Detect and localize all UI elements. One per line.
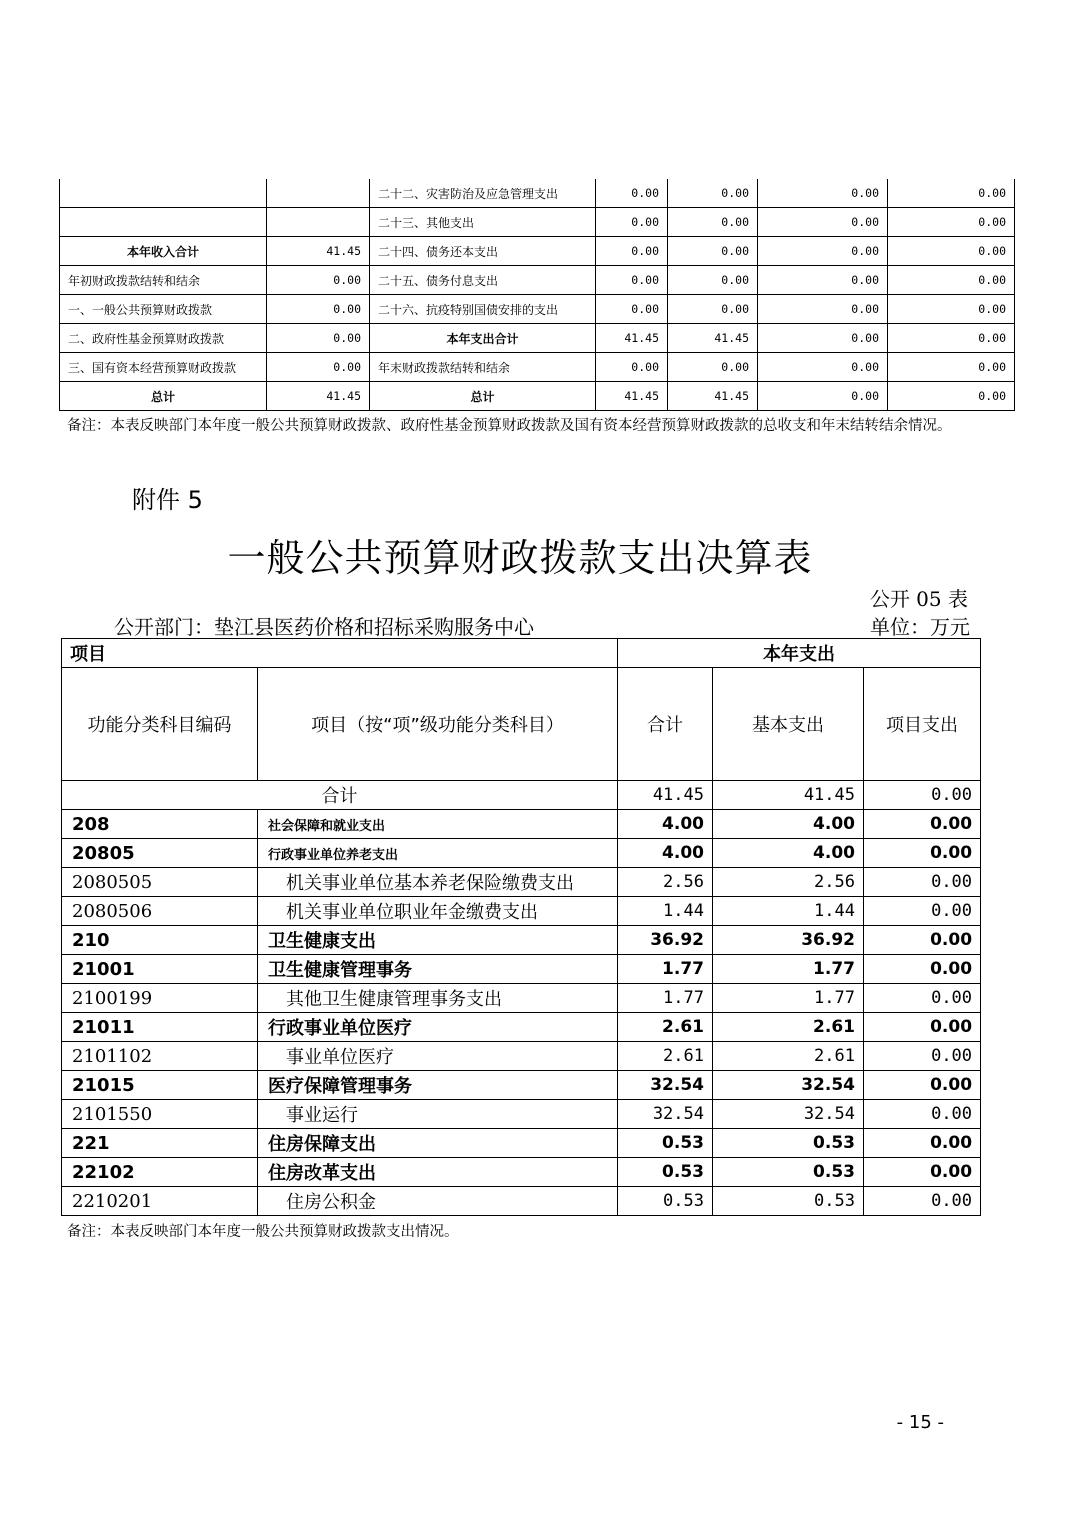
project-cell: 0.00 xyxy=(864,1158,981,1187)
cell-c4: 0.00 xyxy=(888,324,1015,353)
basic-cell: 4.00 xyxy=(713,810,864,839)
project-cell: 0.00 xyxy=(864,1071,981,1100)
header-year-expense: 本年支出 xyxy=(618,639,981,668)
project-cell: 0.00 xyxy=(864,897,981,926)
cell-item: 二十二、灾害防治及应急管理支出 xyxy=(370,179,596,208)
total-label: 合计 xyxy=(62,781,618,810)
cell-item: 二十五、债务付息支出 xyxy=(370,266,596,295)
project-cell: 0.00 xyxy=(864,781,981,810)
basic-cell: 1.44 xyxy=(713,897,864,926)
cell-left-value: 0.00 xyxy=(267,324,370,353)
table-row xyxy=(60,266,1015,295)
cell-c4: 0.00 xyxy=(888,179,1015,208)
item-cell: 住房保障支出 xyxy=(258,1129,618,1158)
table-row xyxy=(62,926,981,955)
project-cell: 0.00 xyxy=(864,868,981,897)
cell-left-value xyxy=(267,179,370,208)
table-note: 备注：本表反映部门本年度一般公共预算财政拨款、政府性基金预算财政拨款及国有资本经营预算财政拨款的总收支和年末结转结余情况。 xyxy=(67,418,952,434)
table-row xyxy=(60,208,1015,237)
item-cell: 其他卫生健康管理事务支出 xyxy=(258,984,618,1013)
basic-cell: 32.54 xyxy=(713,1071,864,1100)
item-cell: 事业单位医疗 xyxy=(258,1042,618,1071)
item-cell: 机关事业单位基本养老保险缴费支出 xyxy=(258,868,618,897)
table-row xyxy=(62,1071,981,1100)
cell-c1: 0.00 xyxy=(596,353,668,382)
code-cell: 208 xyxy=(62,810,258,839)
cell-c1: 0.00 xyxy=(596,266,668,295)
table-row xyxy=(60,179,1015,208)
cell-item: 二十六、抗疫特别国债安排的支出 xyxy=(370,295,596,324)
column-header-item: 项目（按“项”级功能分类科目） xyxy=(258,668,618,781)
project-cell: 0.00 xyxy=(864,839,981,868)
cell-item: 本年支出合计 xyxy=(370,324,596,353)
table-row xyxy=(62,1129,981,1158)
attachment-label: 附件 5 xyxy=(132,486,203,514)
cell-left-value: 0.00 xyxy=(267,266,370,295)
cell-c4: 0.00 xyxy=(888,266,1015,295)
total-cell: 0.53 xyxy=(618,1129,713,1158)
basic-cell: 0.53 xyxy=(713,1187,864,1216)
table-row xyxy=(62,810,981,839)
cell-c1: 0.00 xyxy=(596,295,668,324)
cell-c2: 0.00 xyxy=(668,295,758,324)
total-cell: 2.61 xyxy=(618,1013,713,1042)
table-row xyxy=(60,295,1015,324)
item-cell: 事业运行 xyxy=(258,1100,618,1129)
cell-left-value: 41.45 xyxy=(267,382,370,411)
code-cell: 210 xyxy=(62,926,258,955)
basic-cell: 4.00 xyxy=(713,839,864,868)
cell-c3: 0.00 xyxy=(758,382,888,411)
total-cell: 1.77 xyxy=(618,984,713,1013)
cell-left-value: 0.00 xyxy=(267,353,370,382)
code-cell: 2080506 xyxy=(62,897,258,926)
project-cell: 0.00 xyxy=(864,810,981,839)
total-cell: 4.00 xyxy=(618,810,713,839)
code-cell: 221 xyxy=(62,1129,258,1158)
cell-left-label: 一、一般公共预算财政拨款 xyxy=(60,295,267,324)
cell-c2: 0.00 xyxy=(668,179,758,208)
total-cell: 0.53 xyxy=(618,1187,713,1216)
total-cell: 1.77 xyxy=(618,955,713,984)
cell-item: 总计 xyxy=(370,382,596,411)
cell-left-value: 41.45 xyxy=(267,237,370,266)
item-cell: 住房公积金 xyxy=(258,1187,618,1216)
total-cell: 41.45 xyxy=(618,781,713,810)
basic-cell: 0.53 xyxy=(713,1158,864,1187)
income-expense-summary-table xyxy=(59,179,1015,411)
total-cell: 2.56 xyxy=(618,868,713,897)
item-cell: 住房改革支出 xyxy=(258,1158,618,1187)
cell-c1: 0.00 xyxy=(596,237,668,266)
item-cell: 机关事业单位职业年金缴费支出 xyxy=(258,897,618,926)
code-cell: 21011 xyxy=(62,1013,258,1042)
total-cell: 1.44 xyxy=(618,897,713,926)
code-cell: 2101550 xyxy=(62,1100,258,1129)
unit-label: 单位：万元 xyxy=(870,615,970,639)
column-header-code: 功能分类科目编码 xyxy=(62,668,258,781)
table-row xyxy=(62,1187,981,1216)
table-row xyxy=(62,1158,981,1187)
item-cell: 卫生健康支出 xyxy=(258,926,618,955)
total-cell: 2.61 xyxy=(618,1042,713,1071)
project-cell: 0.00 xyxy=(864,1187,981,1216)
code-cell: 2100199 xyxy=(62,984,258,1013)
table-row xyxy=(60,353,1015,382)
cell-left-label: 二、政府性基金预算财政拨款 xyxy=(60,324,267,353)
cell-c4: 0.00 xyxy=(888,237,1015,266)
code-cell: 22102 xyxy=(62,1158,258,1187)
table-row xyxy=(62,955,981,984)
item-cell: 行政事业单位医疗 xyxy=(258,1013,618,1042)
cell-left-label: 年初财政拨款结转和结余 xyxy=(60,266,267,295)
table-row xyxy=(62,984,981,1013)
cell-c2: 0.00 xyxy=(668,208,758,237)
cell-item: 二十三、其他支出 xyxy=(370,208,596,237)
cell-left-label: 本年收入合计 xyxy=(60,237,267,266)
basic-cell: 1.77 xyxy=(713,955,864,984)
cell-item: 年末财政拨款结转和结余 xyxy=(370,353,596,382)
cell-c3: 0.00 xyxy=(758,324,888,353)
page-number: - 15 - xyxy=(896,1412,944,1433)
cell-c3: 0.00 xyxy=(758,353,888,382)
cell-c3: 0.00 xyxy=(758,295,888,324)
project-cell: 0.00 xyxy=(864,1100,981,1129)
total-cell: 0.53 xyxy=(618,1158,713,1187)
column-header-basic: 基本支出 xyxy=(713,668,864,781)
project-cell: 0.00 xyxy=(864,1042,981,1071)
expenditure-table xyxy=(61,638,981,1216)
cell-item: 二十四、债务还本支出 xyxy=(370,237,596,266)
table-row xyxy=(62,1013,981,1042)
project-cell: 0.00 xyxy=(864,1013,981,1042)
cell-c2: 0.00 xyxy=(668,266,758,295)
cell-c1: 0.00 xyxy=(596,208,668,237)
basic-cell: 2.56 xyxy=(713,868,864,897)
table-note: 备注：本表反映部门本年度一般公共预算财政拨款支出情况。 xyxy=(67,1224,459,1240)
cell-c1: 0.00 xyxy=(596,179,668,208)
cell-c3: 0.00 xyxy=(758,237,888,266)
project-cell: 0.00 xyxy=(864,955,981,984)
table-row xyxy=(60,382,1015,411)
column-header-total: 合计 xyxy=(618,668,713,781)
item-cell: 医疗保障管理事务 xyxy=(258,1071,618,1100)
total-cell: 4.00 xyxy=(618,839,713,868)
cell-c3: 0.00 xyxy=(758,266,888,295)
cell-c3: 0.00 xyxy=(758,179,888,208)
table-row xyxy=(60,324,1015,353)
cell-left-value xyxy=(267,208,370,237)
total-cell: 32.54 xyxy=(618,1100,713,1129)
cell-c2: 41.45 xyxy=(668,324,758,353)
code-cell: 20805 xyxy=(62,839,258,868)
cell-left-label: 总计 xyxy=(60,382,267,411)
cell-c4: 0.00 xyxy=(888,382,1015,411)
cell-left-label xyxy=(60,208,267,237)
cell-left-value: 0.00 xyxy=(267,295,370,324)
page-title: 一般公共预算财政拨款支出决算表 xyxy=(227,536,813,580)
table-row xyxy=(62,868,981,897)
basic-cell: 2.61 xyxy=(713,1013,864,1042)
column-header-project: 项目支出 xyxy=(864,668,981,781)
basic-cell: 0.53 xyxy=(713,1129,864,1158)
code-cell: 2210201 xyxy=(62,1187,258,1216)
basic-cell: 32.54 xyxy=(713,1100,864,1129)
basic-cell: 1.77 xyxy=(713,984,864,1013)
cell-left-label xyxy=(60,179,267,208)
table-row xyxy=(60,237,1015,266)
basic-cell: 2.61 xyxy=(713,1042,864,1071)
basic-cell: 36.92 xyxy=(713,926,864,955)
cell-c2: 41.45 xyxy=(668,382,758,411)
project-cell: 0.00 xyxy=(864,1129,981,1158)
cell-left-label: 三、国有资本经营预算财政拨款 xyxy=(60,353,267,382)
code-cell: 2080505 xyxy=(62,868,258,897)
department-label: 公开部门：垫江县医药价格和招标采购服务中心 xyxy=(114,615,534,639)
code-cell: 21015 xyxy=(62,1071,258,1100)
table-row xyxy=(62,897,981,926)
cell-c3: 0.00 xyxy=(758,208,888,237)
code-cell: 21001 xyxy=(62,955,258,984)
table-row xyxy=(62,839,981,868)
cell-c2: 0.00 xyxy=(668,353,758,382)
header-project: 项目 xyxy=(62,639,618,668)
project-cell: 0.00 xyxy=(864,926,981,955)
basic-cell: 41.45 xyxy=(713,781,864,810)
cell-c4: 0.00 xyxy=(888,353,1015,382)
cell-c1: 41.45 xyxy=(596,382,668,411)
total-cell: 32.54 xyxy=(618,1071,713,1100)
cell-c4: 0.00 xyxy=(888,208,1015,237)
total-row xyxy=(62,781,981,810)
form-code: 公开 05 表 xyxy=(869,587,968,611)
item-cell: 行政事业单位养老支出 xyxy=(258,839,618,868)
code-cell: 2101102 xyxy=(62,1042,258,1071)
project-cell: 0.00 xyxy=(864,984,981,1013)
total-cell: 36.92 xyxy=(618,926,713,955)
table-row xyxy=(62,1100,981,1129)
item-cell: 卫生健康管理事务 xyxy=(258,955,618,984)
table-row xyxy=(62,1042,981,1071)
cell-c2: 0.00 xyxy=(668,237,758,266)
cell-c1: 41.45 xyxy=(596,324,668,353)
cell-c4: 0.00 xyxy=(888,295,1015,324)
item-cell: 社会保障和就业支出 xyxy=(258,810,618,839)
